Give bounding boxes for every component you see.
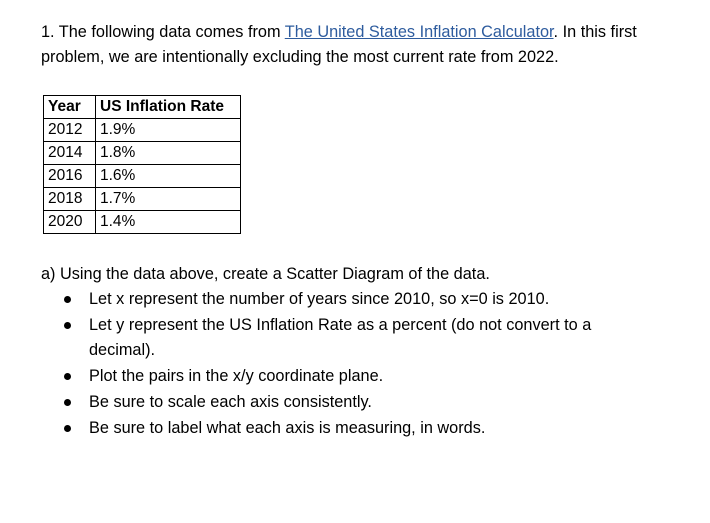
- header-year: Year: [44, 96, 96, 119]
- cell-rate: 1.4%: [96, 211, 241, 234]
- table-row: [44, 119, 241, 142]
- cell-year: 2020: [44, 211, 96, 234]
- bullet-icon: [64, 425, 71, 432]
- list-item: [62, 416, 642, 441]
- intro-suffix: . In this first problem, we are intentionally excluding the most current rate from 2022.: [41, 23, 637, 66]
- table-row: [44, 142, 241, 165]
- inflation-table: [43, 95, 241, 234]
- intro-prefix: 1. The following data comes from: [41, 23, 285, 41]
- table-header-row: [44, 96, 241, 119]
- inflation-calculator-link[interactable]: The United States Inflation Calculator: [284, 23, 554, 41]
- cell-year: 2018: [44, 188, 96, 211]
- list-item-text: Be sure to scale each axis consistently.: [89, 393, 372, 411]
- cell-year: 2014: [44, 142, 96, 165]
- instruction-list: [62, 287, 642, 442]
- cell-year: 2016: [44, 165, 96, 188]
- cell-rate: 1.6%: [96, 165, 241, 188]
- bullet-icon: [64, 399, 71, 406]
- bullet-icon: [64, 373, 71, 380]
- bullet-icon: [64, 296, 71, 303]
- bullet-icon: [64, 322, 71, 329]
- list-item: [62, 364, 642, 389]
- cell-year: 2012: [44, 119, 96, 142]
- list-item-text: Let y represent the US Inflation Rate as a percent (do not convert to a decimal).: [89, 316, 592, 359]
- list-item: [62, 287, 642, 312]
- list-item: [62, 313, 642, 363]
- table-row: [44, 165, 241, 188]
- list-item-text: Let x represent the number of years since 2010, so x=0 is 2010.: [89, 290, 550, 308]
- part-a-heading: a) Using the data above, create a Scatter Diagram of the data.: [41, 265, 490, 283]
- list-item-text: Be sure to label what each axis is measuring, in words.: [89, 419, 486, 437]
- list-item-text: Plot the pairs in the x/y coordinate plane.: [89, 367, 384, 385]
- list-item: [62, 390, 642, 415]
- cell-rate: 1.7%: [96, 188, 241, 211]
- table-row: [44, 188, 241, 211]
- cell-rate: 1.8%: [96, 142, 241, 165]
- cell-rate: 1.9%: [96, 119, 241, 142]
- table-row: [44, 211, 241, 234]
- problem-intro: [41, 20, 681, 70]
- header-inflation-rate: US Inflation Rate: [96, 96, 241, 119]
